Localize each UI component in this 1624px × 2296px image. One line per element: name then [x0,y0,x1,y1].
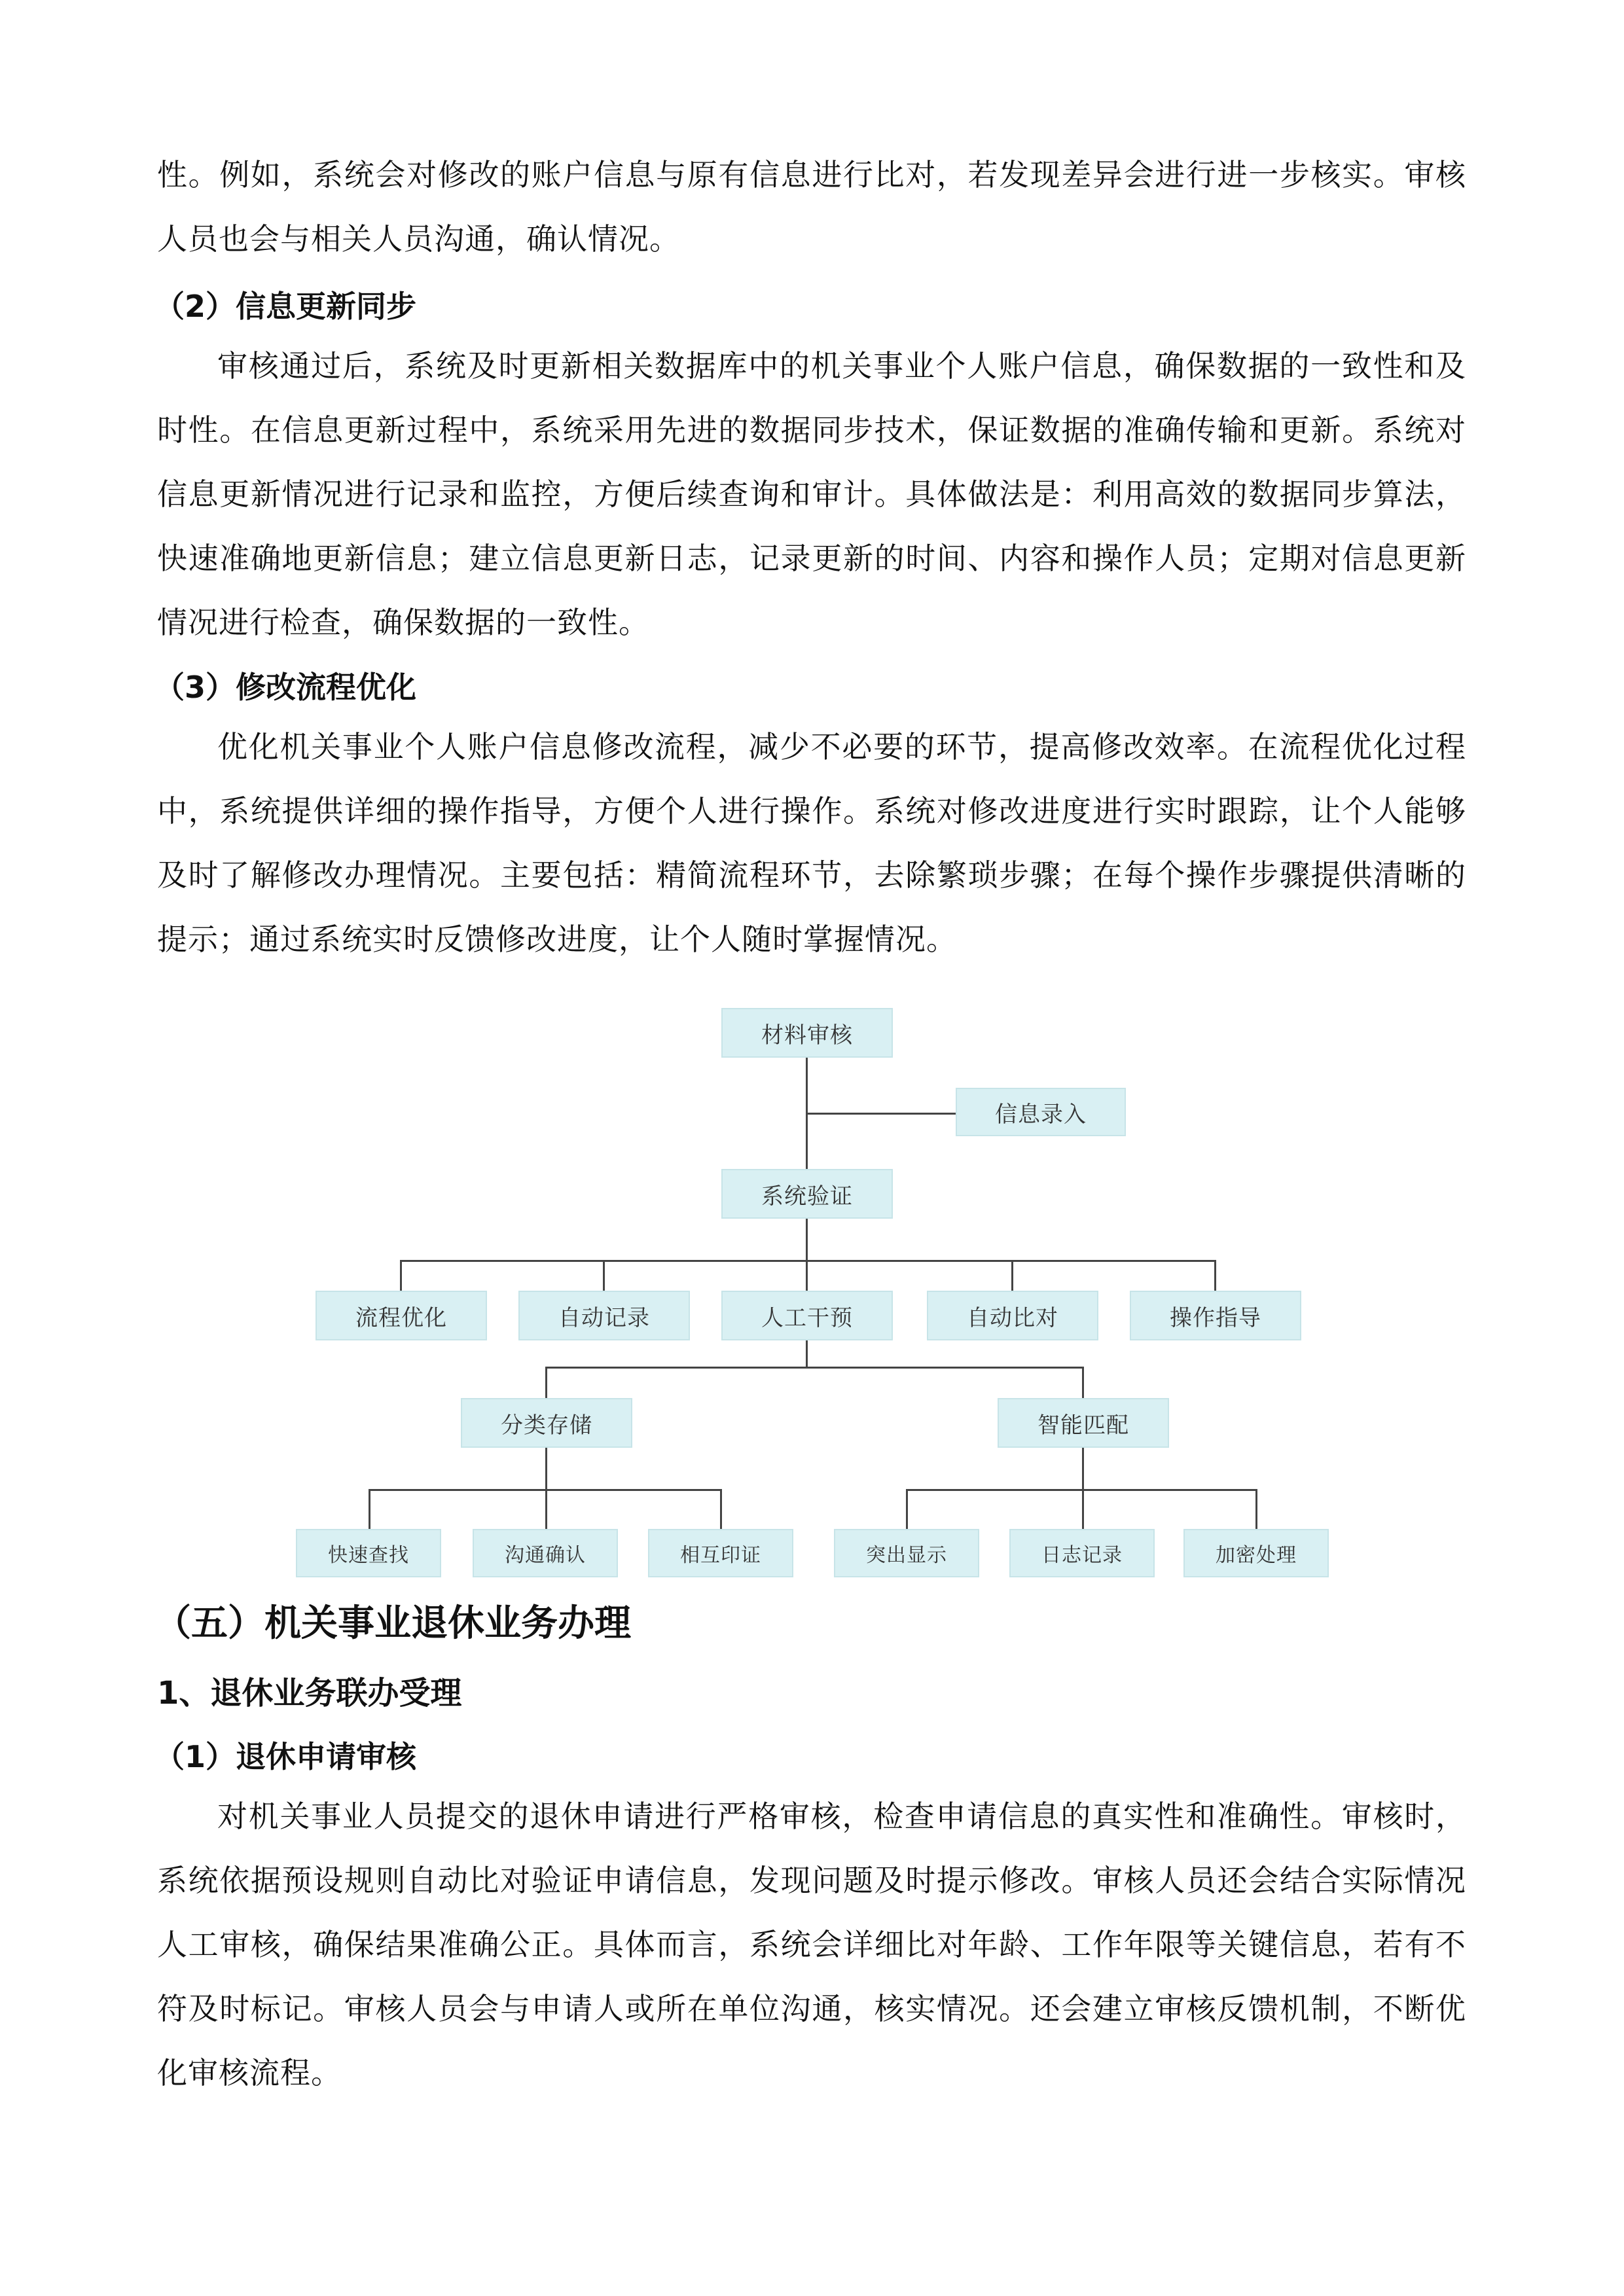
connector-level5-drop [720,1489,722,1530]
connector-verify-down [806,1219,808,1261]
node-log-record: 日志记录 [1009,1529,1155,1577]
connector-level4-drop [545,1367,547,1399]
section-heading-info-sync: （2）信息更新同步 [154,289,417,324]
node-process-optimization: 流程优化 [316,1291,487,1340]
connector-storage-down [545,1448,547,1529]
connector-level3-drop [1011,1260,1013,1293]
connector-level3-drop [1214,1260,1216,1293]
section-heading-retirement-review: （1）退休申请审核 [154,1739,417,1774]
paragraph-continuation: 性。例如，系统会对修改的账户信息与原有信息进行比对，若发现差异会进行进一步核实。审核人员也会与相关人员沟通，确认情况。 [157,157,1466,257]
connector-level4-drop [1082,1367,1084,1399]
node-highlight-display: 突出显示 [834,1529,979,1577]
node-auto-compare: 自动比对 [927,1291,1098,1340]
node-mutual-verification: 相互印证 [648,1529,793,1577]
connector-level5-right-bar [906,1489,1257,1491]
connector-level4-bar [545,1367,1083,1369]
connector-level5-drop [1255,1489,1257,1530]
node-smart-matching: 智能匹配 [998,1398,1169,1448]
node-operation-guide: 操作指导 [1130,1291,1301,1340]
connector-level3-bar [400,1260,1216,1262]
node-communication-confirm: 沟通确认 [473,1529,618,1577]
node-encryption: 加密处理 [1183,1529,1329,1577]
node-manual-intervention: 人工干预 [721,1291,893,1340]
node-info-entry: 信息录入 [956,1088,1126,1136]
node-auto-record: 自动记录 [518,1291,690,1340]
node-material-review: 材料审核 [721,1008,893,1058]
connector-to-input [806,1113,960,1115]
connector-level3-drop [806,1260,808,1293]
subheading-joint-acceptance: 1、退休业务联办受理 [157,1675,462,1712]
connector-level5-drop [906,1489,908,1530]
node-quick-search: 快速查找 [296,1529,441,1577]
connector-match-down [1082,1448,1084,1529]
node-classified-storage: 分类存储 [461,1398,632,1448]
paragraph-info-sync: 审核通过后，系统及时更新相关数据库中的机关事业个人账户信息，确保数据的一致性和及时性。在信息更新过程中，系统采用先进的数据同步技术，保证数据的准确传输和更新。系统对信息更新情况进行记录和监控，方便后续查询和审计。具体做法是：利用高效的数据同步算法，快速准确地更新信息；建立信息更新日志，记录更新的时间、内容和操作人员；定期对信息更新情况进行检查，确保数据的一致性。 [157,348,1466,640]
paragraph-process-optimization: 优化机关事业个人账户信息修改流程，减少不必要的环节，提高修改效率。在流程优化过程中，系统提供详细的操作指导，方便个人进行操作。系统对修改进度进行实时跟踪，让个人能够及时了解修改办理情况。主要包括：精简流程环节，去除繁琐步骤；在每个操作步骤提供清晰的提示；通过系统实时反馈修改进度，让个人随时掌握情况。 [157,729,1466,957]
chapter-heading-retirement: （五）机关事业退休业务办理 [154,1602,631,1645]
connector-level5-left-bar [369,1489,722,1491]
connector-level3-drop [400,1260,402,1293]
connector-intervene-down [806,1340,808,1368]
connector-level5-drop [369,1489,370,1530]
node-system-verification: 系统验证 [721,1169,893,1219]
section-heading-process-optimization: （3）修改流程优化 [154,670,417,705]
connector-level3-drop [603,1260,605,1293]
paragraph-retirement-review: 对机关事业人员提交的退休申请进行严格审核，检查申请信息的真实性和准确性。审核时，系统依据预设规则自动比对验证申请信息，发现问题及时提示修改。审核人员还会结合实际情况人工审核，确保结果准确公正。具体而言，系统会详细比对年龄、工作年限等关键信息，若有不符及时标记。审核人员会与申请人或所在单位沟通，核实情况。还会建立审核反馈机制，不断优化审核流程。 [157,1799,1466,2090]
